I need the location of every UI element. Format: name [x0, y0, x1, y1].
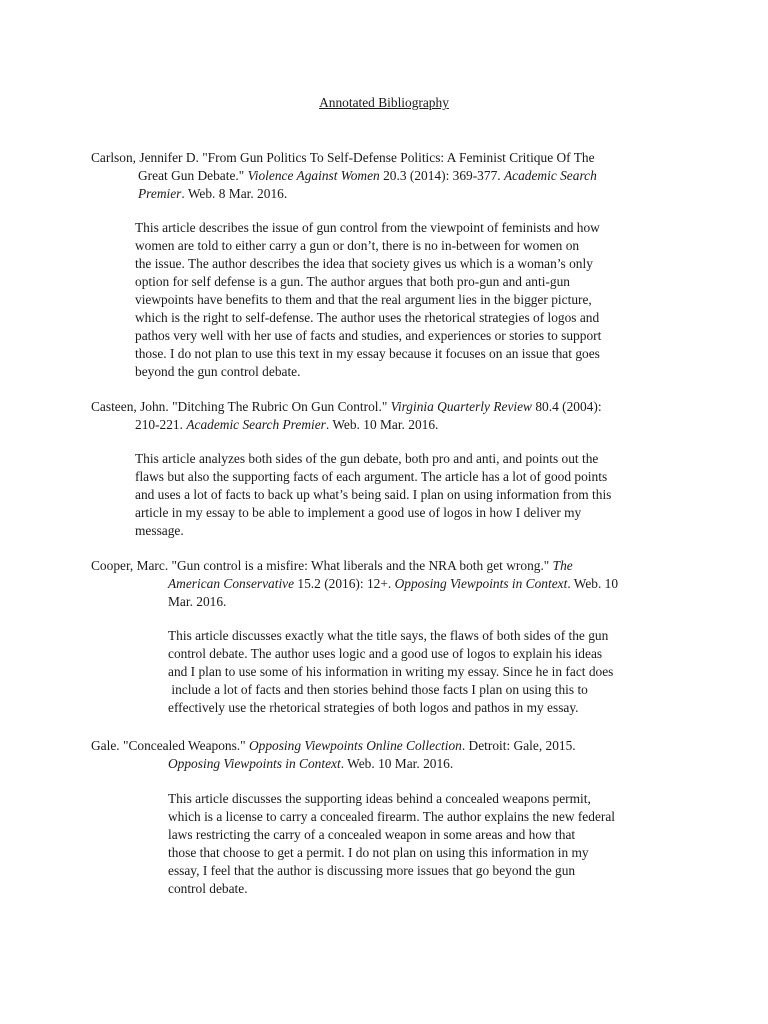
- journal-title: Virginia Quarterly Review: [390, 399, 532, 414]
- citation-line: [91, 755, 671, 773]
- citation-text: . Web. 10 Mar. 2016.: [325, 417, 439, 432]
- database-title: Opposing Viewpoints in Context: [394, 576, 568, 591]
- journal-title: Opposing Viewpoints Online Collection: [248, 738, 462, 753]
- citation-text: Great Gun Debate.": [138, 168, 248, 183]
- annotation-line: include a lot of facts and then stories behind those facts I plan on using this to: [168, 682, 588, 697]
- citation-text: . Detroit: Gale, 2015.: [461, 738, 576, 753]
- citation-line: [91, 575, 671, 593]
- annotation-line: those that choose to get a permit. I do not plan on using this information in my: [168, 845, 589, 860]
- citation-text: 15.2 (2016): 12+.: [294, 576, 395, 591]
- citation-text: Gale. "Concealed Weapons.": [91, 738, 249, 753]
- annotation-line: women are told to either carry a gun or don’t, there is no in-between for women on: [135, 238, 580, 253]
- annotation-line: This article analyzes both sides of the gun debate, both pro and anti, and points out the: [135, 451, 599, 466]
- citation-line: [91, 185, 671, 203]
- database-title: Premier: [138, 186, 182, 201]
- annotation-line: laws restricting the carry of a concealed weapon in some areas and how that: [168, 827, 576, 842]
- annotation-line: control debate. The author uses logic and a good use of logos to explain his ideas: [168, 646, 603, 661]
- annotation-line: and I plan to use some of his information in writing my essay. Since he in fact does: [168, 664, 614, 679]
- citation-line: Mar. 2016.: [168, 594, 227, 609]
- citation-line: Carlson, Jennifer D. "From Gun Politics To Self-Defense Politics: A Feminist Critique Of The: [91, 150, 595, 165]
- annotation-line: which is a license to carry a concealed firearm. The author explains the new federal: [168, 809, 616, 824]
- annotation-line: message.: [135, 523, 184, 538]
- annotation-line: which is the right to self-defense. The author uses the rhetorical strategies of logos and: [135, 310, 600, 325]
- annotation-line: essay, I feel that the author is discussing more issues that go beyond the gun: [168, 863, 576, 878]
- page-title: Annotated Bibliography: [319, 95, 449, 110]
- bibliography-entry: [91, 398, 671, 538]
- citation: [91, 557, 671, 611]
- annotation-paragraph: [135, 219, 675, 381]
- bibliography-entry: [91, 737, 671, 896]
- bibliography-entry: [91, 149, 671, 379]
- annotation-paragraph: [168, 627, 708, 717]
- annotation-line: effectively use the rhetorical strategies of both logos and pathos in my essay.: [168, 700, 579, 715]
- database-title: Academic Search: [503, 168, 597, 183]
- journal-title: American Conservative: [168, 576, 295, 591]
- database-title: Opposing Viewpoints in Context: [168, 756, 341, 771]
- database-title: Academic Search Premier: [186, 417, 326, 432]
- citation-text: . Web. 10: [567, 576, 619, 591]
- citation-line: [91, 737, 671, 755]
- citation-text: . Web. 10 Mar. 2016.: [340, 756, 454, 771]
- annotation-line: option for self defense is a gun. The author argues that both pro-gun and anti-gun: [135, 274, 570, 289]
- annotation-line: This article describes the issue of gun control from the viewpoint of feminists and how: [135, 220, 600, 235]
- annotation-line: the issue. The author describes the idea that society gives us which is a woman’s only: [135, 256, 593, 271]
- journal-title: The: [552, 558, 573, 573]
- annotation-line: viewpoints have benefits to them and that the real argument lies in the bigger picture,: [135, 292, 592, 307]
- citation-text: 20.3 (2014): 369-377.: [379, 168, 504, 183]
- bibliography-entry: [91, 557, 671, 715]
- citation-text: . Web. 8 Mar. 2016.: [181, 186, 288, 201]
- citation-line: [91, 398, 671, 416]
- citation: [91, 398, 671, 434]
- annotation-line: and uses a lot of facts to back up what’s being said. I plan on using information from this: [135, 487, 612, 502]
- citation-line: [91, 557, 671, 575]
- citation-text: Casteen, John. "Ditching The Rubric On Gun Control.": [91, 399, 391, 414]
- citation: [91, 149, 671, 203]
- annotation-line: This article discusses the supporting ideas behind a concealed weapons permit,: [168, 791, 591, 806]
- citation-text: Cooper, Marc. "Gun control is a misfire: What liberals and the NRA both get wrong.": [91, 558, 553, 573]
- annotation-paragraph: [135, 450, 675, 540]
- annotation-line: This article discusses exactly what the title says, the flaws of both sides of the gun: [168, 628, 609, 643]
- citation-text: 210-221.: [135, 417, 187, 432]
- citation-text: 80.4 (2004):: [532, 399, 602, 414]
- annotation-line: control debate.: [168, 881, 248, 896]
- annotation-paragraph: [168, 790, 708, 898]
- citation: [91, 737, 671, 773]
- annotation-line: those. I do not plan to use this text in my essay because it focuses on an issue that goes: [135, 346, 600, 361]
- annotation-line: pathos very well with her use of facts and studies, and experiences or stories to support: [135, 328, 602, 343]
- annotation-line: article in my essay to be able to implement a good use of logos in how I deliver my: [135, 505, 582, 520]
- journal-title: Violence Against Women: [247, 168, 380, 183]
- annotation-line: flaws but also the supporting facts of each argument. The article has a lot of good points: [135, 469, 608, 484]
- citation-line: [91, 167, 671, 185]
- annotation-line: beyond the gun control debate.: [135, 364, 301, 379]
- citation-line: [91, 416, 671, 434]
